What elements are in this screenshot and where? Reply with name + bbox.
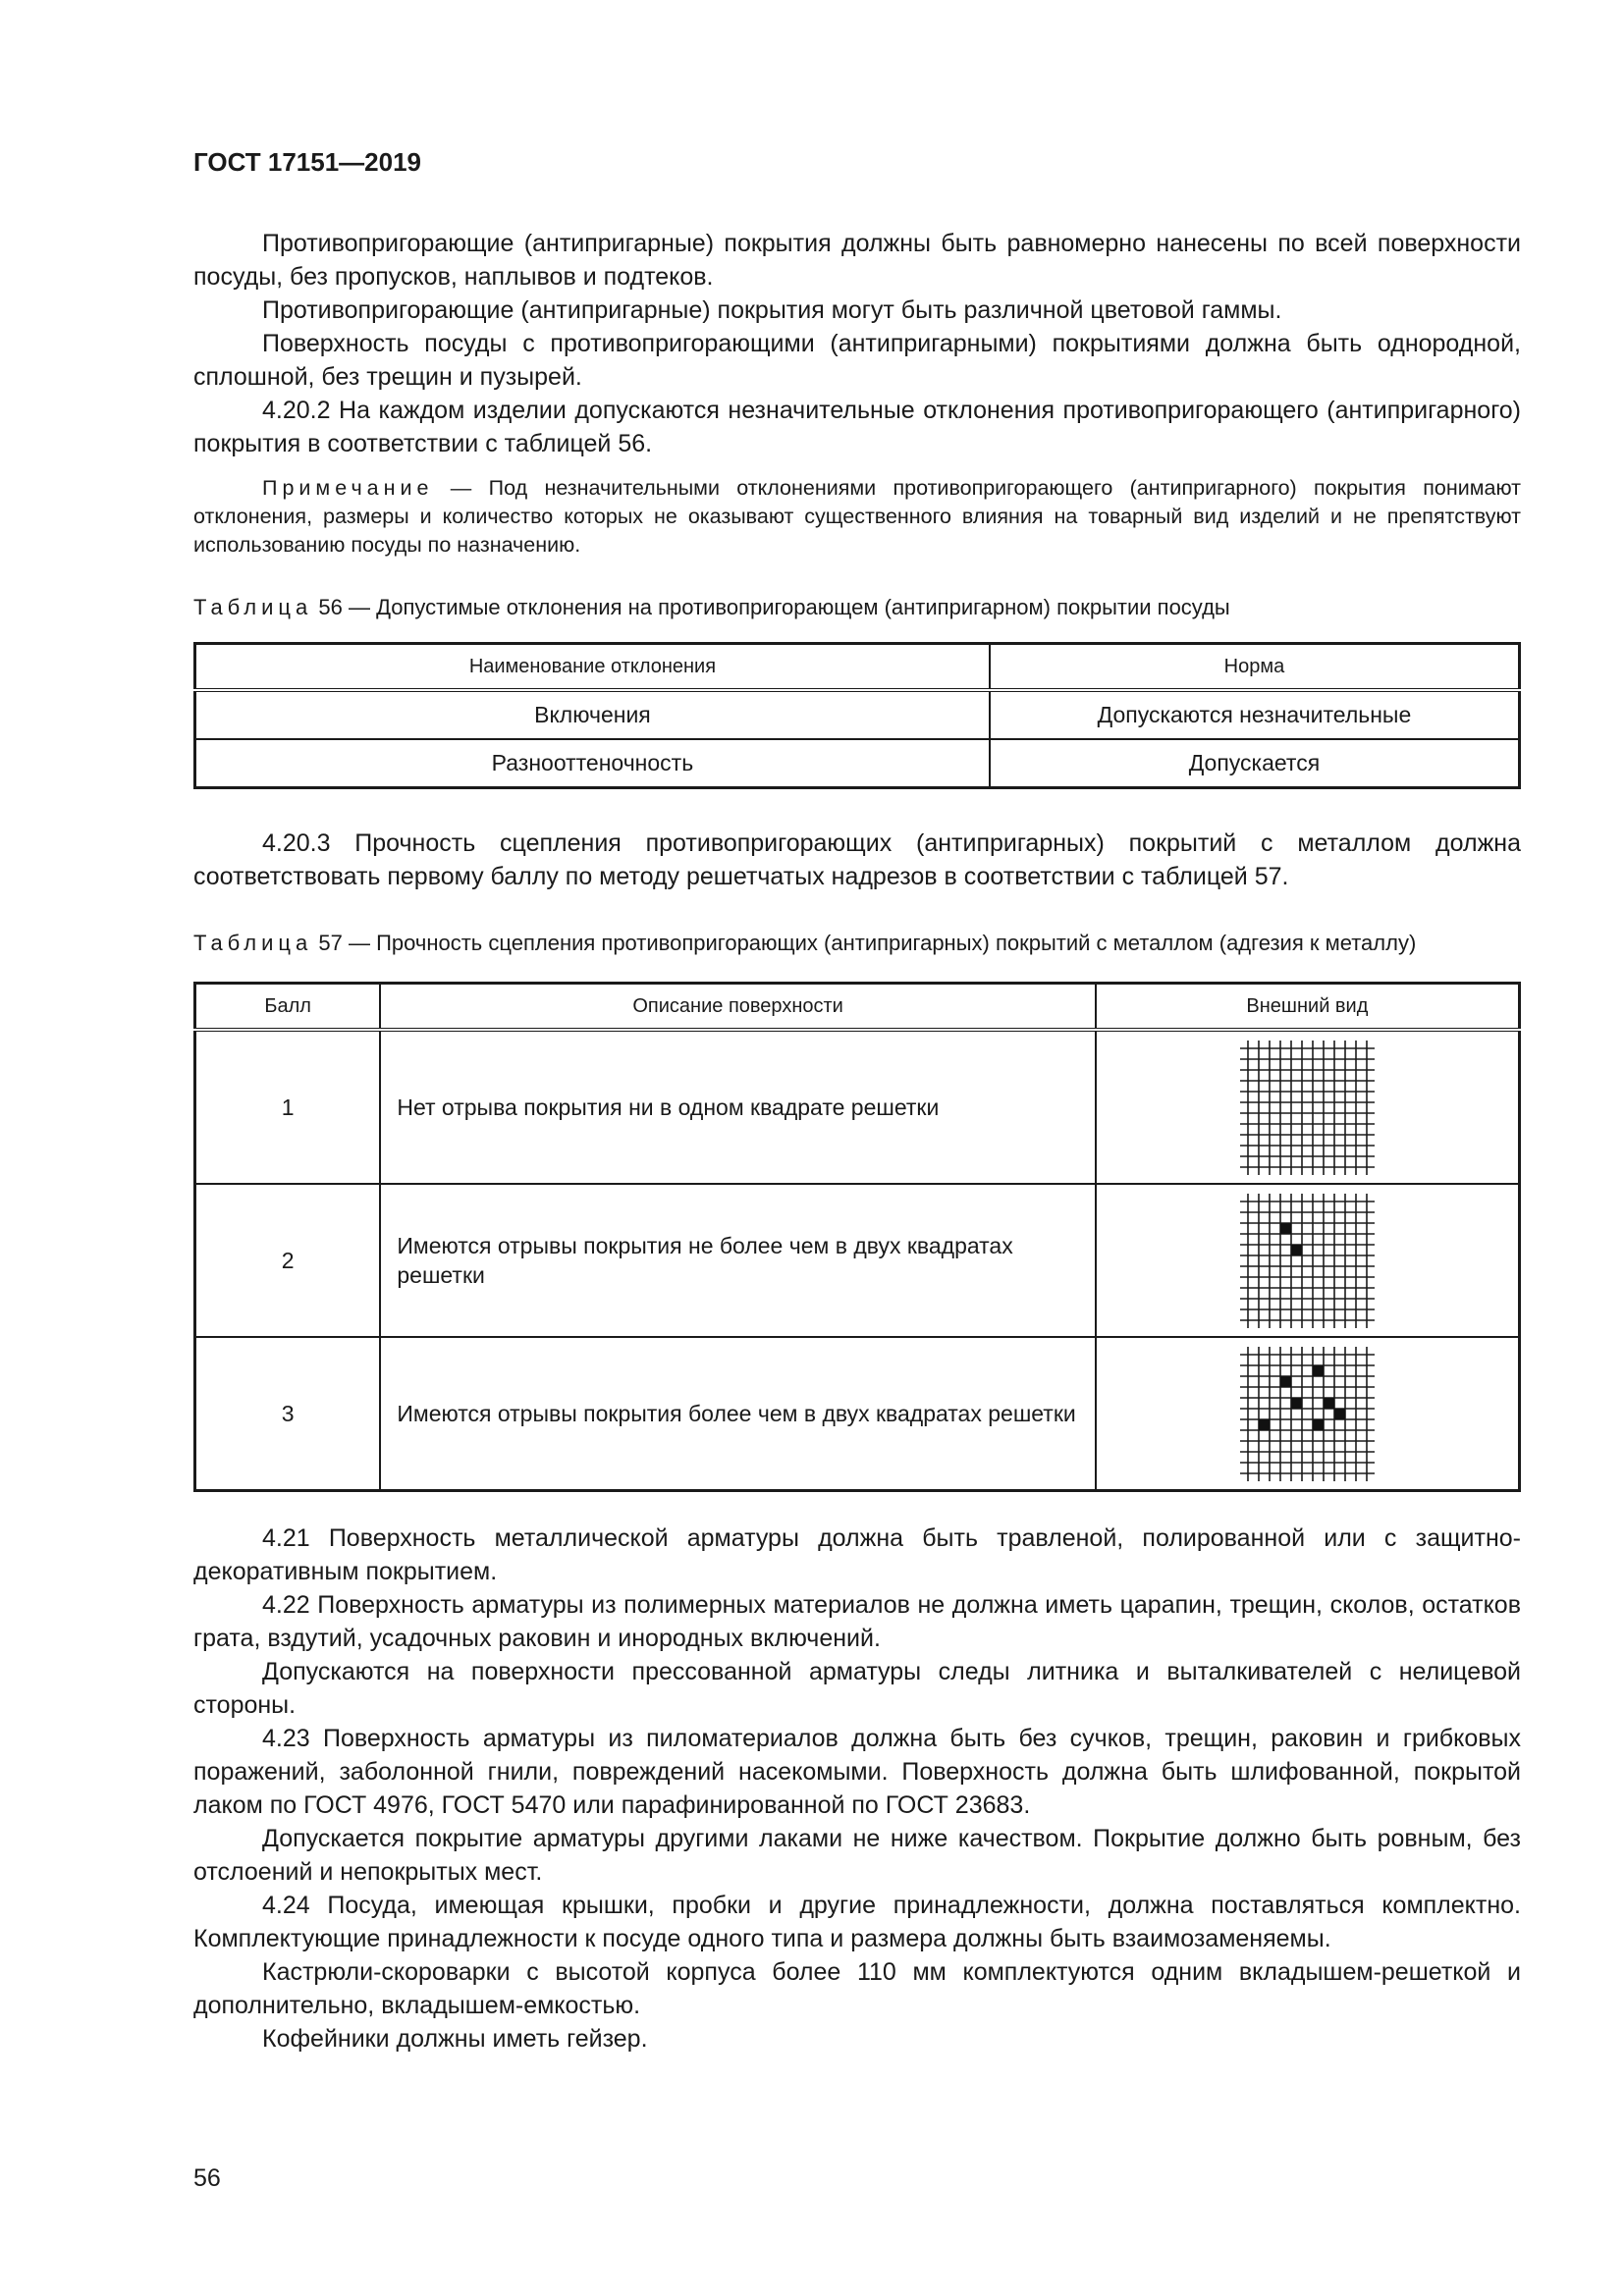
table-cell: Разнооттеночность xyxy=(195,739,990,788)
detached-square xyxy=(1280,1223,1291,1234)
crosshatch-grid-image xyxy=(1240,1194,1375,1328)
crosshatch-grid-image xyxy=(1240,1347,1375,1481)
table-header-cell: Норма xyxy=(990,644,1520,691)
table-cell: Допускаются незначительные xyxy=(990,690,1520,739)
paragraph: Противопригорающие (антипригарные) покрытия должны быть равномерно нанесены по всей поверхности посуды, без пропусков, наплывов и подтеков. xyxy=(193,230,1521,291)
table-header-cell: Балл xyxy=(195,984,381,1031)
detached-square xyxy=(1313,1419,1324,1430)
table-caption-text: 57 — Прочность сцепления противопригорающих (антипригарных) покрытий с металлом (адгезия к металлу) xyxy=(312,931,1417,955)
detached-square xyxy=(1291,1245,1302,1255)
table-cell-description: Нет отрыва покрытия ни в одном квадрате решетки xyxy=(380,1030,1095,1184)
paragraph: Противопригорающие (антипригарные) покрытия могут быть различной цветовой гаммы. xyxy=(262,296,1282,324)
paragraph: 4.21 Поверхность металлической арматуры должна быть травленой, полированной или с защитно-декоративным покрытием. xyxy=(193,1524,1521,1585)
table-header-cell: Внешний вид xyxy=(1096,984,1520,1031)
paragraph: 4.22 Поверхность арматуры из полимерных материалов не должна иметь царапин, трещин, сколов, остатков грата, вздутий, усадочных раковин и инородных включений. xyxy=(193,1591,1521,1652)
detached-square xyxy=(1313,1365,1324,1376)
table-caption-label: Таблица xyxy=(193,595,313,619)
paragraph: 4.20.3 Прочность сцепления противопригорающих (антипригарных) покрытий с металлом должна соответствовать первому баллу по методу решетчатых надрезов в соответствии с таблицей 57. xyxy=(193,829,1521,890)
document-page xyxy=(193,147,1521,2056)
note-label: Примечание xyxy=(262,476,434,500)
paragraph: Допускаются на поверхности прессованной арматуры следы литника и выталкивателей с нелицевой стороны. xyxy=(193,1658,1521,1719)
document-header: ГОСТ 17151—2019 xyxy=(193,147,421,177)
table-header-cell: Наименование отклонения xyxy=(195,644,990,691)
table-header-row xyxy=(195,644,1520,691)
table-cell-score: 1 xyxy=(195,1030,381,1184)
table-cell-description: Имеются отрывы покрытия более чем в двух квадратах решетки xyxy=(380,1337,1095,1491)
table-cell-appearance xyxy=(1096,1030,1520,1184)
table-caption-text: 56 — Допустимые отклонения на противопригорающем (антипригарном) покрытии посуды xyxy=(312,595,1230,619)
table-cell-appearance xyxy=(1096,1337,1520,1491)
table-header-cell: Описание поверхности xyxy=(380,984,1095,1031)
page-number: 56 xyxy=(193,2164,221,2192)
detached-square xyxy=(1280,1376,1291,1387)
table-56 xyxy=(193,642,1521,789)
table-header-row xyxy=(195,984,1520,1031)
detached-square xyxy=(1259,1419,1270,1430)
paragraph: Допускается покрытие арматуры другими лаками не ниже качеством. Покрытие должно быть ровным, без отслоений и непокрытых мест. xyxy=(193,1825,1521,1886)
table-56-caption xyxy=(193,593,1521,622)
paragraph: 4.20.2 На каждом изделии допускаются незначительные отклонения противопригорающего (антипригарного) покрытия в соответствии с таблицей 56. xyxy=(193,397,1521,457)
paragraph: 4.23 Поверхность арматуры из пиломатериалов должна быть без сучков, трещин, раковин и грибковых поражений, заболонной гнили, повреждений насекомыми. Поверхность должна быть шлифованной, покрытой лаком по ГОСТ 4976, ГОСТ 5470 или парафинированной по ГОСТ 23683. xyxy=(193,1725,1521,1819)
table-row xyxy=(195,739,1520,788)
paragraph: 4.24 Посуда, имеющая крышки, пробки и другие принадлежности, должна поставляться комплектно. Комплектующие принадлежности к посуде одного типа и размера должны быть взаимозаменяемы. xyxy=(193,1892,1521,1952)
table-row xyxy=(195,1030,1520,1184)
table-row xyxy=(195,690,1520,739)
table-cell: Включения xyxy=(195,690,990,739)
paragraph: Кофейники должны иметь гейзер. xyxy=(262,2025,648,2053)
paragraph: Поверхность посуды с противопригорающими (антипригарными) покрытиями должна быть однородной, сплошной, без трещин и пузырей. xyxy=(193,330,1521,391)
table-57 xyxy=(193,982,1521,1492)
note-text: — Под незначительными отклонениями противопригорающего (антипригарного) покрытия понимают отклонения, размеры и количество которых не оказывают существенного влияния на товарный вид изделий и не препятствуют использованию посуды по назначению. xyxy=(193,476,1521,557)
table-cell-description: Имеются отрывы покрытия не более чем в двух квадратах решетки xyxy=(380,1184,1095,1337)
detached-square xyxy=(1324,1398,1334,1409)
table-cell: Допускается xyxy=(990,739,1520,788)
detached-square xyxy=(1334,1409,1345,1419)
table-cell-score: 3 xyxy=(195,1337,381,1491)
paragraph: Кастрюли-скороварки с высотой корпуса более 110 мм комплектуются одним вкладышем-решеткой и дополнительно, вкладышем-емкостью. xyxy=(193,1958,1521,2019)
table-row xyxy=(195,1337,1520,1491)
crosshatch-grid-image xyxy=(1240,1041,1375,1175)
table-57-caption xyxy=(193,929,1521,958)
detached-square xyxy=(1291,1398,1302,1409)
note xyxy=(193,474,1521,560)
table-cell-score: 2 xyxy=(195,1184,381,1337)
table-caption-label: Таблица xyxy=(193,931,313,955)
table-row xyxy=(195,1184,1520,1337)
table-cell-appearance xyxy=(1096,1184,1520,1337)
